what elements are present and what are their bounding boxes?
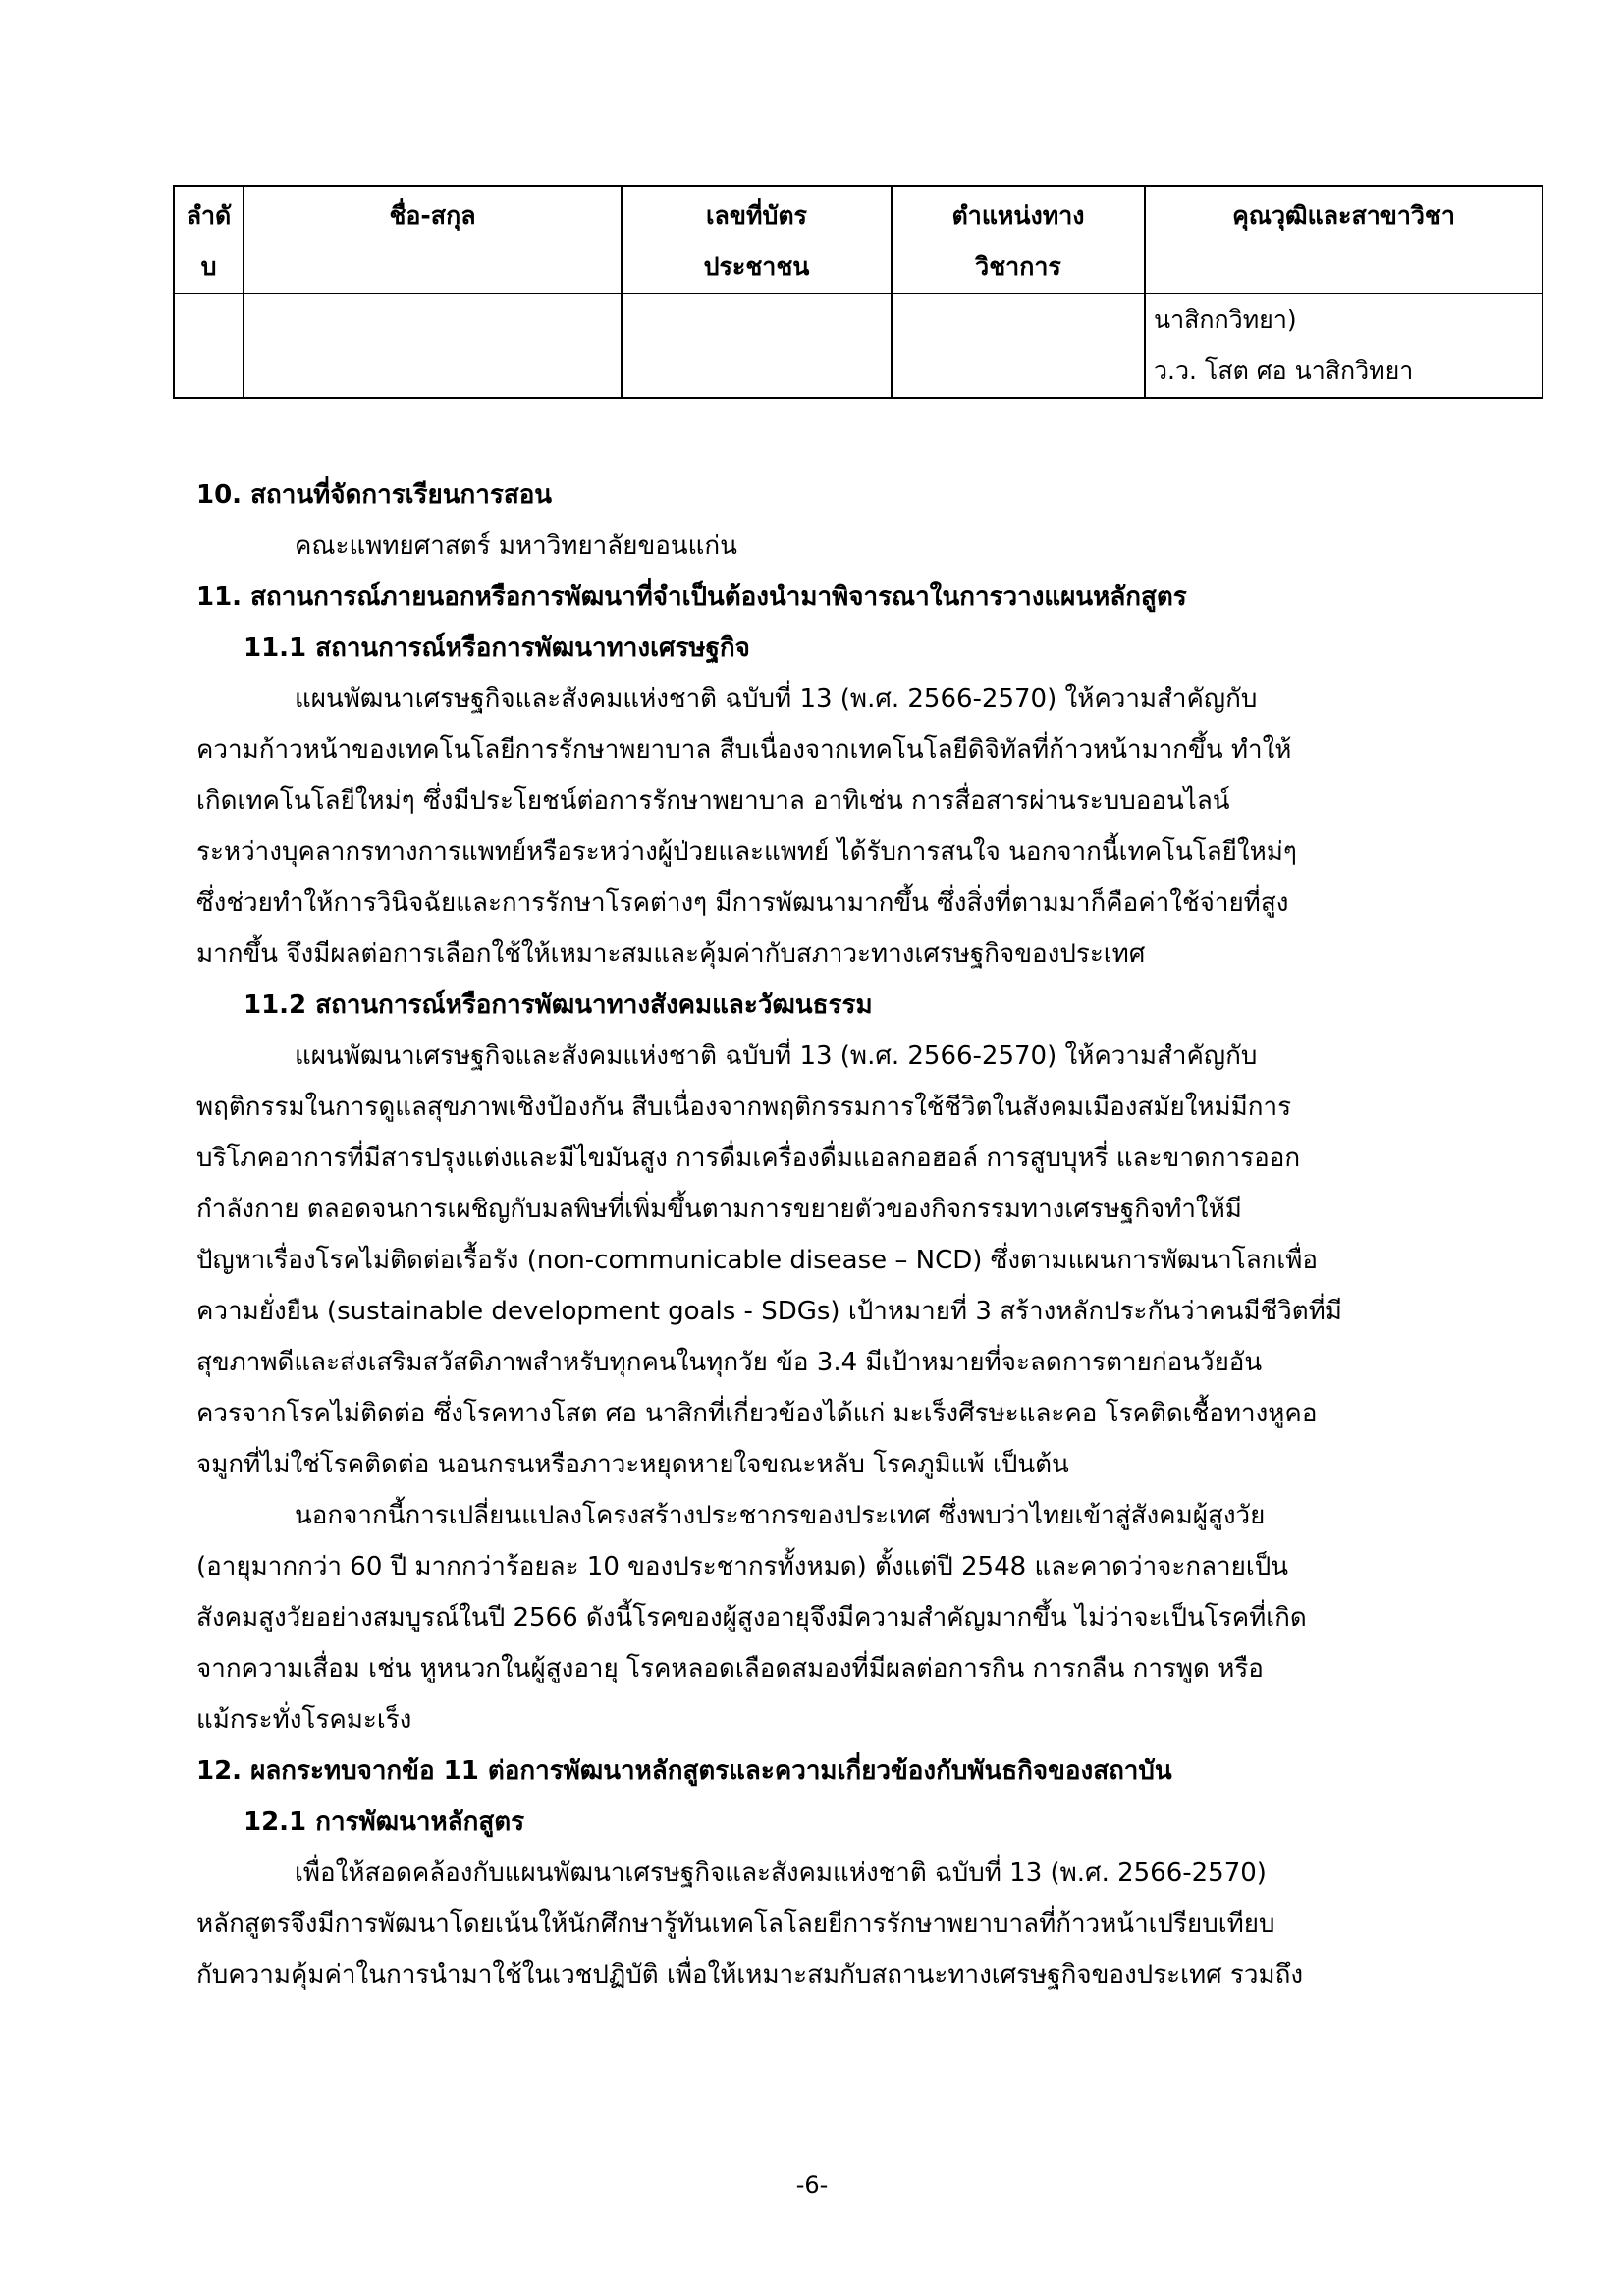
cell-academic-position: [892, 294, 1145, 398]
document-body: [196, 469, 1438, 2001]
section-12-1-heading: 12.1 การพัฒนาหลักสูตร: [244, 1807, 525, 1837]
section-11-2-heading: 11.2 สถานการณ์หรือการพัฒนาทางสังคมและวัฒนธรรม: [244, 990, 873, 1020]
paragraph-line: กับความคุ้มค่าในการนำมาใช้ในเวชปฏิบัติ เพื่อให้เหมาะสมกับสถานะทางเศรษฐกิจของประเทศ รวมถึง: [196, 1960, 1304, 1990]
paragraph-line: เพื่อให้สอดคล้องกับแผนพัฒนาเศรษฐกิจและสังคมแห่งชาติ ฉบับที่ 13 (พ.ศ. 2566-2570): [295, 1858, 1267, 1888]
paragraph-line: ปัญหาเรื่องโรคไม่ติดต่อเรื้อรัง (non-communicable disease – NCD) ซึ่งตามแผนการพัฒนาโลกเพื่อ: [196, 1246, 1319, 1275]
paragraph-line: มากขึ้น จึงมีผลต่อการเลือกใช้ให้เหมาะสมและคุ้มค่ากับสภาวะทางเศรษฐกิจของประเทศ: [196, 939, 1146, 969]
paragraph-line: ควรจากโรคไม่ติดต่อ ซึ่งโรคทางโสต ศอ นาสิกที่เกี่ยวข้องได้แก่ มะเร็งศีรษะและคอ โรคติดเชื้อทางหูคอ: [196, 1399, 1318, 1428]
page-number: -6-: [795, 2171, 829, 2199]
paragraph-line: ความยั่งยืน (sustainable development goals - SDGs) เป้าหมายที่ 3 สร้างหลักประกันว่าคนมีชีวิตที่มี: [196, 1297, 1342, 1326]
cell-qualification: [1145, 294, 1543, 398]
paragraph-line: แผนพัฒนาเศรษฐกิจและสังคมแห่งชาติ ฉบับที่ 13 (พ.ศ. 2566-2570) ให้ความสำคัญกับ: [295, 684, 1258, 714]
paragraph-line: ซึ่งช่วยทำให้การวินิจฉัยและการรักษาโรคต่างๆ มีการพัฒนามากขึ้น ซึ่งสิ่งที่ตามมาก็คือค่าใช้จ่ายที่สูง: [196, 888, 1289, 918]
paragraph-line: แม้กระทั่งโรคมะเร็ง: [196, 1705, 412, 1735]
paragraph-line: หลักสูตรจึงมีการพัฒนาโดยเน้นให้นักศึกษารู้ทันเทคโลโลยยีการรักษาพยาบาลที่ก้าวหน้าเปรียบเทียบ: [196, 1909, 1275, 1939]
table-row: [174, 294, 1543, 398]
header-qualification: คุณวุฒิและสาขาวิชา: [1145, 186, 1543, 294]
paragraph-line: (อายุมากกว่า 60 ปี มากกว่าร้อยละ 10 ของประชากรทั้งหมด) ตั้งแต่ปี 2548 และคาดว่าจะกลายเป็น: [196, 1552, 1289, 1581]
paragraph-line: นอกจากนี้การเปลี่ยนแปลงโครงสร้างประชากรของประเทศ ซึ่งพบว่าไทยเข้าสู่สังคมผู้สูงวัย: [295, 1501, 1266, 1530]
qualification-line-1: นาสิกกวิทยา): [1154, 305, 1297, 334]
header-academic-position: ตำแหน่งทาง วิชาการ: [892, 186, 1145, 294]
cell-id-number: [622, 294, 892, 398]
staff-table: [173, 185, 1543, 399]
section-10-heading: 10. สถานที่จัดการเรียนการสอน: [196, 480, 553, 509]
section-10-text: คณะแพทยศาสตร์ มหาวิทยาลัยขอนแก่น: [295, 531, 737, 561]
paragraph-line: ระหว่างบุคลากรทางการแพทย์หรือระหว่างผู้ป่วยและแพทย์ ได้รับการสนใจ นอกจากนี้เทคโนโลยีใหม่ๆ: [196, 837, 1297, 867]
paragraph-line: แผนพัฒนาเศรษฐกิจและสังคมแห่งชาติ ฉบับที่ 13 (พ.ศ. 2566-2570) ให้ความสำคัญกับ: [295, 1041, 1258, 1071]
header-name: ชื่อ-สกุล: [244, 186, 622, 294]
table-header-row: [174, 186, 1543, 294]
header-id-number: เลขที่บัตร ประชาชน: [622, 186, 892, 294]
paragraph-line: กำลังกาย ตลอดจนการเผชิญกับมลพิษที่เพิ่มขึ้นตามการขยายตัวของกิจกรรมทางเศรษฐกิจทำให้มี: [196, 1195, 1242, 1224]
paragraph-line: สุขภาพดีและส่งเสริมสวัสดิภาพสำหรับทุกคนในทุกวัย ข้อ 3.4 มีเป้าหมายที่จะลดการตายก่อนวัยอัน: [196, 1348, 1263, 1377]
section-11-heading: 11. สถานการณ์ภายนอกหรือการพัฒนาที่จำเป็นต้องนำมาพิจารณาในการวางแผนหลักสูตร: [196, 582, 1187, 612]
header-order: ลำดั บ: [174, 186, 244, 294]
section-11-1-heading: 11.1 สถานการณ์หรือการพัฒนาทางเศรษฐกิจ: [244, 633, 750, 663]
qualification-line-2: ว.ว. โสต ศอ นาสิกวิทยา: [1154, 356, 1414, 385]
section-12-heading: 12. ผลกระทบจากข้อ 11 ต่อการพัฒนาหลักสูตรและความเกี่ยวข้องกับพันธกิจของสถาบัน: [196, 1756, 1172, 1786]
cell-order: [174, 294, 244, 398]
paragraph-line: พฤติกรรมในการดูแลสุขภาพเชิงป้องกัน สืบเนื่องจากพฤติกรรมการใช้ชีวิตในสังคมเมืองสมัยใหม่มีการ: [196, 1093, 1292, 1122]
paragraph-line: สังคมสูงวัยอย่างสมบูรณ์ในปี 2566 ดังนี้โรคของผู้สูงอายุจึงมีความสำคัญมากขึ้น ไม่ว่าจะเป็นโรคที่เกิด: [196, 1603, 1307, 1632]
paragraph-line: เกิดเทคโนโลยีใหม่ๆ ซึ่งมีประโยชน์ต่อการรักษาพยาบาล อาทิเช่น การสื่อสารผ่านระบบออนไลน์: [196, 786, 1230, 816]
paragraph-line: ความก้าวหน้าของเทคโนโลยีการรักษาพยาบาล สืบเนื่องจากเทคโนโลยีดิจิทัลที่ก้าวหน้ามากขึ้น ทำให้: [196, 735, 1292, 765]
paragraph-line: จมูกที่ไม่ใช่โรคติดต่อ นอนกรนหรือภาวะหยุดหายใจขณะหลับ โรคภูมิแพ้ เป็นต้น: [196, 1450, 1069, 1479]
paragraph-line: จากความเสื่อม เช่น หูหนวกในผู้สูงอายุ โรคหลอดเลือดสมองที่มีผลต่อการกิน การกลืน การพูด หรือ: [196, 1654, 1264, 1683]
cell-name: [244, 294, 622, 398]
paragraph-line: บริโภคอาการที่มีสารปรุงแต่งและมีไขมันสูง การดื่มเครื่องดื่มแอลกอฮอล์ การสูบบุหรี่ และขาดการออก: [196, 1144, 1301, 1173]
